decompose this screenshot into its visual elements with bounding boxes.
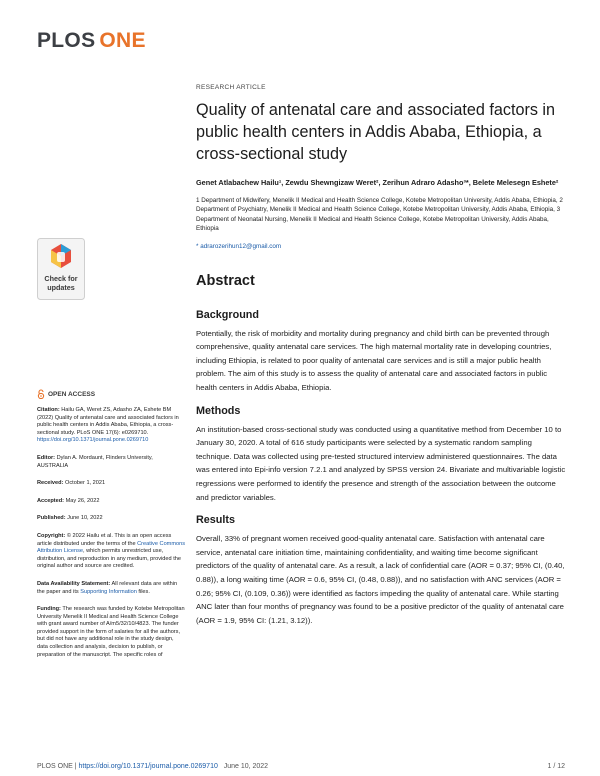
accepted-date: May 26, 2022 xyxy=(65,497,100,504)
article-title: Quality of antenatal care and associated factors in public health centers in Addis Ababa, Ethiopia, a cross-sectional study xyxy=(196,101,556,163)
abstract-heading: Abstract xyxy=(196,272,255,289)
footer-separator: | xyxy=(72,763,79,770)
data-availability-block xyxy=(37,581,185,596)
background-text: Potentially, the risk of morbidity and mortality during pregnancy and child birth can be prevented through comprehensive, quality antenatal care services. The high maternal mortality rate in developing countries, including Ethiopia, is related to poor quality of antenatal care services and is still a major public health problem. The aim of this study is to assess the quality of antenatal care and associated factors in public health centers in Addis Ababa, Ethiopia. xyxy=(196,328,552,392)
citation-text: Hailu GA, Weret ZS, Adasho ZA, Eshete BM (2022) Quality of antenatal care and associated factors in public health centers in Addis Ababa, Ethiopia, a cross-sectional study. PLoS ONE 17(6): e0269710. xyxy=(37,407,179,436)
open-access-label: OPEN ACCESS xyxy=(48,390,96,398)
published-label: Published: xyxy=(37,515,66,522)
article-main xyxy=(196,84,566,637)
methods-heading: Methods xyxy=(196,404,241,417)
crossmark-line1: Check for xyxy=(44,274,78,283)
data-availability-text-2: files. xyxy=(138,588,150,595)
corresponding-email-link[interactable]: * adrarozerihun12@gmail.com xyxy=(196,242,282,250)
page-number: 1 / 12 xyxy=(547,763,565,770)
sidebar xyxy=(37,238,185,669)
copyright-label: Copyright: xyxy=(37,532,66,539)
footer-journal: PLOS ONE xyxy=(37,763,73,770)
check-for-updates-icon[interactable] xyxy=(37,238,85,300)
open-access-badge xyxy=(37,389,185,399)
results-heading: Results xyxy=(196,514,236,527)
author-list: Genet Atlabachew Hailu¹, Zewdu Shewngizaw Weret², Zerihun Adraro Adasho³*, Belete Melesegn Eshete² xyxy=(196,178,559,187)
logo-plos: PLOS xyxy=(37,29,96,52)
background-heading: Background xyxy=(196,308,259,321)
footer-citation xyxy=(37,763,268,770)
citation-doi-link[interactable]: https://doi.org/10.1371/journal.pone.0269710 xyxy=(37,437,149,444)
published-block xyxy=(37,515,185,523)
open-lock-icon xyxy=(37,389,45,399)
footer-doi-link[interactable]: https://doi.org/10.1371/journal.pone.0269710 xyxy=(78,763,218,770)
received-date: October 1, 2021 xyxy=(65,480,106,487)
funding-block xyxy=(37,606,185,659)
copyright-text-1: © 2022 Hailu et al. This is an open access article distributed under the terms of the xyxy=(37,532,172,547)
citation-label: Citation: xyxy=(37,407,60,413)
copyright-text-2: , which permits unrestricted use, distribution, and reproduction in any medium, provided the original author and source are credited. xyxy=(37,548,181,570)
results-text: Overall, 33% of pregnant women received good-quality antenatal care. Satisfaction with antenatal care service, antenatal care initiation time, maintaining confidentiality, and waiting time become significant predictors of the quality of antenatal care. As a result, a lack of confidential care (AOR = 0.37; 95% CI, (0.40, 0.88)), a long waiting time (AOR = 0.6, 95% CI, (0.48, 0.88)), and no satisfaction with ANC services (AOR = 0.26; 95% CI, (0.109, 0.36)) were identified as factors impeding the quality of antenatal care. While starting ANC later than four months of pregnancy was found to be a positive predictor of the quality of antenatal care (AOR = 1.9, 95% CI: (1.21, 3.12)). xyxy=(196,534,565,625)
footer-date: June 10, 2022 xyxy=(223,763,269,770)
supporting-information-link[interactable]: Supporting Information xyxy=(80,588,137,595)
published-date: June 10, 2022 xyxy=(67,515,103,522)
funding-text: The research was funded by Kotebe Metropolitan University Menelik II Medical and Health Science College with grant award number of A/m5/32/10/4823. The funder provided support in the form of salaries for all the authors, but did not have any additional role in the study design, data collection and analysis, decision to publish, or preparation of the manuscript. The specific roles of xyxy=(37,606,185,658)
received-block xyxy=(37,480,185,488)
copyright-block xyxy=(37,533,185,571)
editor-block xyxy=(37,455,185,470)
editor-text: Dylan A. Mordaunt, Flinders University, AUSTRALIA xyxy=(37,454,153,469)
article-type: RESEARCH ARTICLE xyxy=(196,84,266,91)
logo-one: ONE xyxy=(99,29,146,52)
accepted-label: Accepted: xyxy=(37,497,65,504)
accepted-block xyxy=(37,498,185,506)
cc-license-link[interactable]: Creative Commons Attribution License xyxy=(37,540,186,555)
affiliations: 1 Department of Midwifery, Menelik II Medical and Health Science College, Kotebe Metropolitan University, Addis Ababa, Ethiopia, 2 Department of Psychiatry, Menelik II Medical and Health Science College, Kotebe Metropolitan University, Addis Ababa, Ethiopia, 3 Department of Neonatal Nursing, Menelik II Medical and Health Science College, Kotebe Metropolitan University, Addis Ababa, Ethiopia xyxy=(196,197,563,233)
page-footer xyxy=(37,763,565,770)
crossmark-line2: updates xyxy=(47,283,75,292)
methods-text: An institution-based cross-sectional study was conducted using a quantitative method from December 10 to January 30, 2020. A total of 616 study participants were selected by a systematic random sampling technique. Data was collected using pre-tested structured interview administered questionnaires. The data was entered into Epi-info version 7.2.1 and analyzed by SPSS version 24. Bivariate and multivariable logistic regressions were performed to identify the presence and strength of the association between the outcome and predictor variables. xyxy=(196,424,566,502)
data-availability-label: Data Availability Statement: xyxy=(37,580,111,587)
data-availability-text-1: All relevant data are within the paper and its xyxy=(37,580,178,595)
received-label: Received: xyxy=(37,480,64,487)
funding-label: Funding: xyxy=(37,606,61,613)
citation-block xyxy=(37,407,185,445)
editor-label: Editor: xyxy=(37,454,56,461)
journal-logo[interactable] xyxy=(37,29,146,53)
